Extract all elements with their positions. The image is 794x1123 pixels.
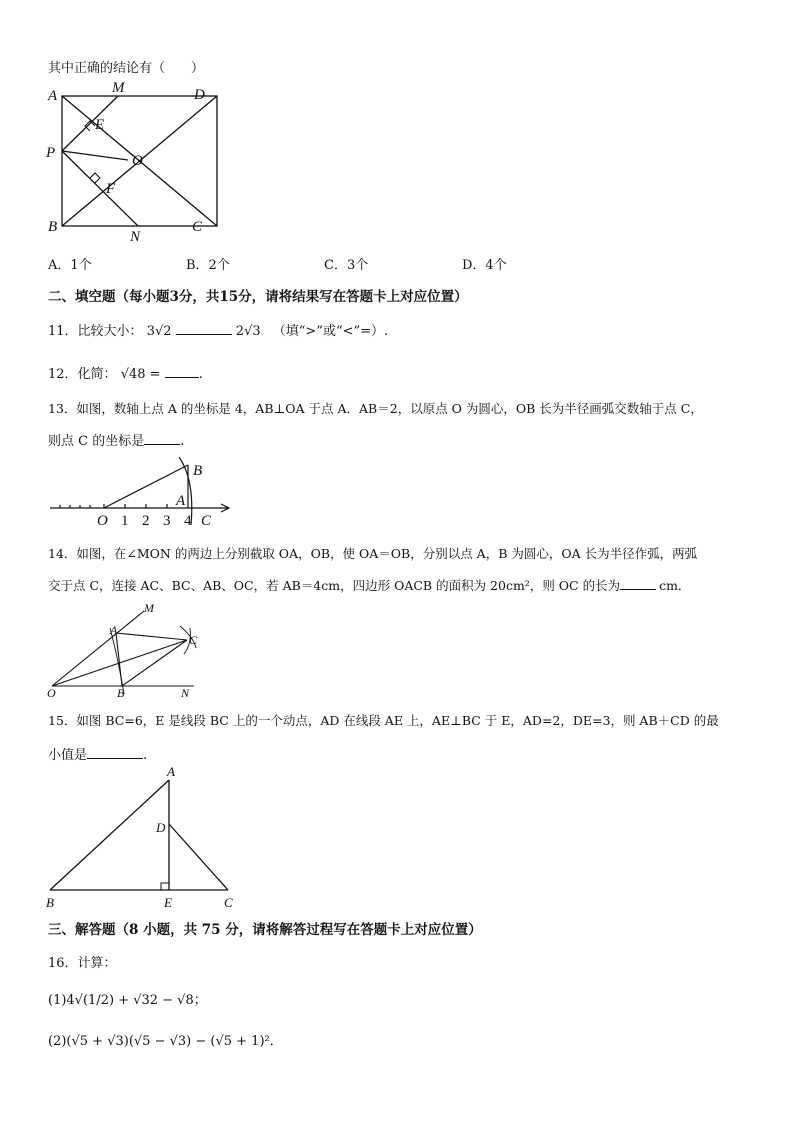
question-15-line1: 15．如图 BC=6，E 是线段 BC 上的一个动点，AD 在线段 AE 上，AE⊥BC 于 E，AD=2，DE=3，则 AB＋CD 的最 [48, 713, 719, 728]
q12-answer-blank[interactable] [165, 365, 199, 378]
question-14-line1: 14．如图，在∠MON 的两边上分别截取 OA，OB，使 OA＝OB，分别以点 A，B 为圆心，OA 长为半径作弧，两弧 [48, 546, 698, 561]
triangle-figure [42, 762, 242, 910]
label-a: A [48, 88, 58, 104]
section-3-heading: 三、解答题（8 小题，共 75 分，请将解答过程写在答题卡上对应位置） [48, 922, 482, 938]
option-b: B．2个 [186, 258, 230, 273]
section-2-heading: 二、填空题（每小题3分，共15分，请将结果写在答题卡上对应位置） [48, 289, 468, 305]
label-d: D [194, 87, 205, 103]
label-n: N [130, 229, 141, 243]
label-a: A [110, 623, 118, 637]
angle-figure [44, 598, 214, 700]
q12-number: 12．化简： [48, 367, 117, 382]
label-a: A [167, 764, 175, 779]
label-d: D [156, 820, 166, 835]
tick-1: 1 [121, 513, 129, 529]
q11-number: 11．比较大小： [48, 324, 143, 339]
q11-left-expr: 3√2 [146, 324, 172, 339]
label-c: C [201, 513, 212, 529]
question-10-stem: 其中正确的结论有（ ） [48, 61, 205, 76]
question-13-line1: 13．如图，数轴上点 A 的坐标是 4，AB⊥OA 于点 A．AB＝2，以原点 O 为圆心，OB 长为半径画弧交数轴于点 C， [48, 401, 703, 416]
option-c: C．3个 [324, 258, 369, 273]
label-n: N [181, 686, 190, 700]
q11-right-expr: 2√3 [235, 324, 261, 339]
label-p: P [46, 145, 56, 161]
segment-po [62, 151, 128, 160]
segment-dc [169, 824, 228, 890]
question-16-part-1: (1)4√(1/2) + √32 − √8； [48, 993, 207, 1008]
question-16-title: 16．计算： [48, 956, 117, 971]
question-13-line2: 则点 C 的坐标是 . [48, 434, 185, 449]
question-12: 12．化简： √48 = . [48, 367, 203, 382]
right-angle-mark [161, 883, 169, 890]
label-b: B [117, 686, 125, 700]
question-15-line2: 小值是 . [48, 748, 148, 763]
label-m: M [112, 80, 125, 96]
segment-bc [122, 640, 187, 686]
label-c: C [192, 219, 203, 235]
square-figure [40, 78, 220, 243]
label-c: C [189, 633, 198, 647]
label-o: O [47, 686, 56, 700]
option-d: D．4个 [462, 258, 507, 273]
label-f: F [106, 181, 116, 197]
q12-expr: √48 = [120, 367, 161, 382]
label-o: O [132, 153, 143, 169]
q11-hint: （填“>”或“<”=）. [272, 324, 389, 339]
question-16-part-2: (2)(√5 + √3)(√5 − √3) − (√5 + 1)²． [48, 1034, 283, 1049]
label-b: B [193, 463, 203, 479]
label-b: B [48, 219, 58, 235]
label-e: E [164, 895, 172, 910]
ray-om [52, 611, 144, 686]
segment-pn [62, 151, 138, 226]
q15-answer-blank[interactable] [87, 746, 143, 759]
option-a: A．1个 [48, 258, 92, 273]
label-b: B [46, 895, 54, 910]
tick-4: 4 [184, 513, 192, 529]
q13-answer-blank[interactable] [144, 432, 180, 445]
tick-2: 2 [142, 513, 150, 529]
label-c: C [224, 895, 233, 910]
number-line-figure [45, 455, 245, 530]
segment-pm [62, 96, 118, 151]
question-14-line2: 交于点 C，连接 AC、BC、AB、OC，若 AB＝4cm，四边形 OACB 的面积为 20cm²，则 OC 的长为 cm． [48, 578, 691, 593]
label-e: E [95, 117, 105, 133]
tick-3: 3 [163, 513, 171, 529]
label-o: O [97, 513, 108, 529]
label-m: M [144, 601, 154, 615]
label-a: A [176, 493, 186, 509]
segment-ab [50, 780, 169, 890]
question-11 [48, 320, 388, 339]
q11-answer-blank[interactable] [176, 322, 232, 335]
q14-answer-blank[interactable] [620, 577, 656, 590]
segment-ac [116, 633, 187, 640]
